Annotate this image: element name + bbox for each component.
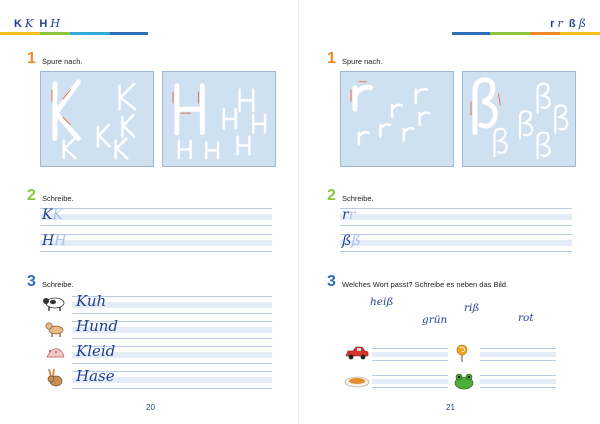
writing-line[interactable] bbox=[72, 367, 272, 389]
color-strip bbox=[452, 32, 600, 35]
writing-line[interactable] bbox=[40, 208, 272, 226]
trace-letters-h bbox=[163, 72, 275, 166]
trace-box-eszett bbox=[462, 71, 576, 167]
answer-line-frog[interactable] bbox=[480, 375, 556, 388]
trace-box-k bbox=[40, 71, 154, 167]
word-choice: rot bbox=[518, 312, 534, 324]
task-label: Spure nach. bbox=[342, 57, 383, 66]
trace-letters-eszett bbox=[463, 72, 575, 166]
task-number: 1 bbox=[327, 50, 336, 67]
header-cursive-letter: K bbox=[25, 17, 34, 30]
left-header bbox=[14, 17, 60, 30]
header-print-letter-2: H bbox=[39, 18, 48, 30]
header-print-letter-2: ß bbox=[568, 18, 576, 30]
model-letter: K bbox=[42, 207, 53, 223]
trace-box-h bbox=[162, 71, 276, 167]
word-choice: heiß bbox=[370, 296, 394, 308]
model-letter: H bbox=[42, 233, 55, 249]
model-word: Kleid bbox=[76, 342, 116, 360]
ghost-letter: r bbox=[348, 207, 356, 223]
ghost-letter: K bbox=[52, 207, 63, 223]
ghost-letter: H bbox=[54, 233, 67, 249]
task-label: Welches Wort passt? Schreibe es neben das Bild. bbox=[342, 280, 509, 289]
task-label: Schreibe. bbox=[342, 194, 374, 203]
task-number: 3 bbox=[327, 273, 336, 290]
frog-icon bbox=[452, 372, 476, 390]
answer-line-soup[interactable] bbox=[372, 375, 448, 388]
answer-line-lollipop[interactable] bbox=[480, 348, 556, 361]
header-cursive-letter: r bbox=[557, 17, 563, 30]
writing-line[interactable] bbox=[340, 208, 572, 226]
red-car-icon bbox=[344, 345, 370, 361]
model-word: Hund bbox=[76, 317, 119, 335]
writing-line[interactable] bbox=[40, 234, 272, 252]
ghost-letter: ß bbox=[351, 233, 361, 249]
right-header bbox=[550, 17, 586, 30]
model-word: Kuh bbox=[76, 292, 107, 310]
soup-plate-icon bbox=[344, 374, 370, 388]
header-print-letter: K bbox=[14, 18, 22, 30]
task-label: Schreibe. bbox=[42, 194, 74, 203]
model-letter: ß bbox=[342, 233, 352, 249]
right-page bbox=[300, 0, 600, 424]
writing-line[interactable] bbox=[72, 342, 272, 364]
writing-line[interactable] bbox=[72, 292, 272, 314]
page-number: 20 bbox=[146, 403, 155, 412]
dog-icon bbox=[44, 320, 66, 338]
dress-icon bbox=[44, 345, 66, 361]
task-number: 3 bbox=[27, 273, 36, 290]
word-choice: grün bbox=[422, 314, 448, 326]
trace-letters-k bbox=[41, 72, 153, 166]
writing-line[interactable] bbox=[340, 234, 572, 252]
model-letter: r bbox=[342, 207, 349, 223]
model-word: Hase bbox=[76, 367, 115, 385]
task-number: 1 bbox=[27, 50, 36, 67]
header-print-letter: r bbox=[550, 18, 555, 30]
writing-line[interactable] bbox=[72, 317, 272, 339]
task-label: Schreibe. bbox=[42, 280, 74, 289]
header-cursive-letter-2: ß bbox=[578, 17, 586, 30]
task-label: Spure nach. bbox=[42, 57, 83, 66]
word-choice: riß bbox=[464, 302, 480, 314]
cow-icon bbox=[43, 294, 67, 312]
trace-box-r bbox=[340, 71, 454, 167]
header-cursive-letter-2: H bbox=[50, 17, 60, 30]
task-number: 2 bbox=[327, 187, 336, 204]
answer-line-car[interactable] bbox=[372, 348, 448, 361]
page-number: 21 bbox=[446, 403, 455, 412]
task-number: 2 bbox=[27, 187, 36, 204]
trace-letters-r bbox=[341, 72, 453, 166]
color-strip bbox=[0, 32, 148, 35]
rabbit-icon bbox=[45, 368, 65, 388]
lollipop-icon bbox=[454, 344, 470, 362]
